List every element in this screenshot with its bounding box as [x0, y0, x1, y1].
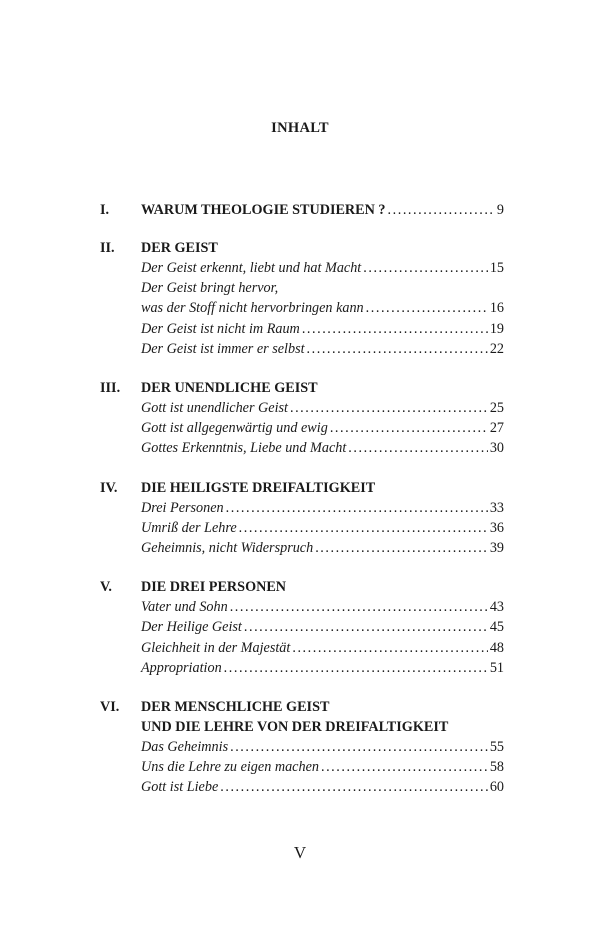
chapter-title-line-2: UND DIE LEHRE VON DER DREIFALTIGKEIT — [141, 719, 449, 736]
chapter-number: V. — [100, 579, 112, 596]
page-number: 22 — [489, 340, 504, 357]
page-number: 48 — [489, 639, 504, 656]
toc-entry — [141, 278, 504, 298]
toc-entry[interactable] — [141, 658, 504, 678]
page-folio: V — [293, 843, 307, 862]
toc-entry[interactable] — [141, 757, 504, 777]
page-number: 51 — [489, 659, 504, 676]
page-number: 30 — [489, 440, 504, 457]
toc-entry[interactable] — [141, 298, 504, 318]
page-number: 55 — [489, 739, 504, 756]
entry-title: Gott ist allgegenwärtig und ewig — [141, 420, 328, 437]
entry-title: Der Geist ist nicht im Raum — [141, 320, 300, 337]
chapter-5 — [100, 577, 504, 678]
toc-entry[interactable] — [141, 258, 504, 278]
dot-leader — [315, 538, 488, 558]
page-number: 9 — [496, 202, 504, 218]
entry-title: Uns die Lehre zu eigen machen — [141, 759, 319, 776]
toc-entry[interactable] — [141, 617, 504, 637]
chapter-heading — [100, 478, 504, 498]
chapter-number: VI. — [100, 699, 120, 716]
chapter-heading[interactable] — [100, 200, 504, 220]
page-number: 43 — [489, 599, 504, 616]
chapter-title: DIE DREI PERSONEN — [141, 579, 287, 596]
page-number: 25 — [489, 400, 504, 417]
chapter-title: DIE HEILIGSTE DREIFALTIGKEIT — [141, 479, 376, 496]
page-number: 45 — [489, 619, 504, 636]
chapter-title — [141, 697, 504, 737]
chapter-heading — [100, 238, 504, 258]
chapter-4 — [100, 478, 504, 559]
page-number: 36 — [489, 519, 504, 536]
chapter-heading — [100, 697, 504, 737]
page-number: 33 — [489, 499, 504, 516]
dot-leader — [244, 617, 488, 637]
entry-title: Der Heilige Geist — [141, 619, 242, 636]
toc-entry[interactable] — [141, 418, 504, 438]
dot-leader — [366, 298, 488, 318]
entry-title: Vater und Sohn — [141, 599, 228, 616]
toc-entry[interactable] — [141, 319, 504, 339]
toc-entry[interactable] — [141, 518, 504, 538]
chapter-number: IV. — [100, 479, 118, 496]
toc-entry[interactable] — [141, 438, 504, 458]
dot-leader — [230, 597, 488, 617]
toc-entry[interactable] — [141, 398, 504, 418]
entry-title: Der Geist bringt hervor, — [141, 280, 279, 297]
chapter-3 — [100, 378, 504, 459]
toc-entry[interactable] — [141, 638, 504, 658]
page-title: INHALT — [271, 120, 329, 136]
chapter-number: III. — [100, 380, 121, 397]
toc-entry[interactable] — [141, 498, 504, 518]
entry-title: Gottes Erkenntnis, Liebe und Macht — [141, 440, 347, 457]
entry-title: was der Stoff nicht hervorbringen kann — [141, 300, 364, 317]
toc-entry[interactable] — [141, 538, 504, 558]
entry-title: Gleichheit in der Majestät — [141, 639, 291, 656]
page-number: 39 — [489, 540, 504, 557]
page-number: 16 — [489, 300, 504, 317]
page-number: 60 — [489, 779, 504, 796]
dot-leader — [220, 777, 488, 797]
page-number: 19 — [489, 320, 504, 337]
toc-entry[interactable] — [141, 339, 504, 359]
chapter-title: DER UNENDLICHE GEIST — [141, 380, 318, 397]
entry-title: Drei Personen — [141, 499, 224, 516]
chapter-6 — [100, 697, 504, 798]
toc-entry[interactable] — [141, 737, 504, 757]
page-number: 58 — [489, 759, 504, 776]
chapter-title: DER GEIST — [141, 240, 218, 256]
chapter-heading — [100, 577, 504, 597]
dot-leader — [363, 258, 488, 278]
page-number: 27 — [489, 420, 504, 437]
page-number: 15 — [489, 260, 504, 276]
chapter-number: I. — [100, 202, 110, 218]
toc-entry[interactable] — [141, 597, 504, 617]
entry-title: Der Geist ist immer er selbst — [141, 340, 305, 357]
dot-leader — [388, 200, 495, 220]
entry-title: Geheimnis, nicht Widerspruch — [141, 540, 314, 557]
chapter-heading — [100, 378, 504, 398]
dot-leader — [302, 319, 488, 339]
dot-leader — [226, 498, 488, 518]
entry-title: Gott ist unendlicher Geist — [141, 400, 288, 417]
chapter-title: WARUM THEOLOGIE STUDIEREN ? — [141, 202, 386, 218]
chapter-1 — [100, 200, 504, 220]
dot-leader — [239, 518, 488, 538]
dot-leader — [290, 398, 488, 418]
entry-title: Umriß der Lehre — [141, 519, 237, 536]
table-of-contents — [100, 200, 504, 817]
chapter-title-line-1: DER MENSCHLICHE GEIST — [141, 699, 330, 716]
entry-title: Der Geist erkennt, liebt und hat Macht — [141, 260, 362, 276]
dot-leader — [230, 737, 488, 757]
dot-leader — [292, 638, 487, 658]
entry-title: Appropriation — [141, 659, 222, 676]
dot-leader — [321, 757, 488, 777]
entry-title: Gott ist Liebe — [141, 779, 219, 796]
dot-leader — [307, 339, 488, 359]
dot-leader — [348, 438, 488, 458]
chapter-number: II. — [100, 240, 115, 256]
dot-leader — [330, 418, 488, 438]
dot-leader — [224, 658, 488, 678]
chapter-2 — [100, 238, 504, 359]
entry-title: Das Geheimnis — [141, 739, 229, 756]
toc-entry[interactable] — [141, 777, 504, 797]
